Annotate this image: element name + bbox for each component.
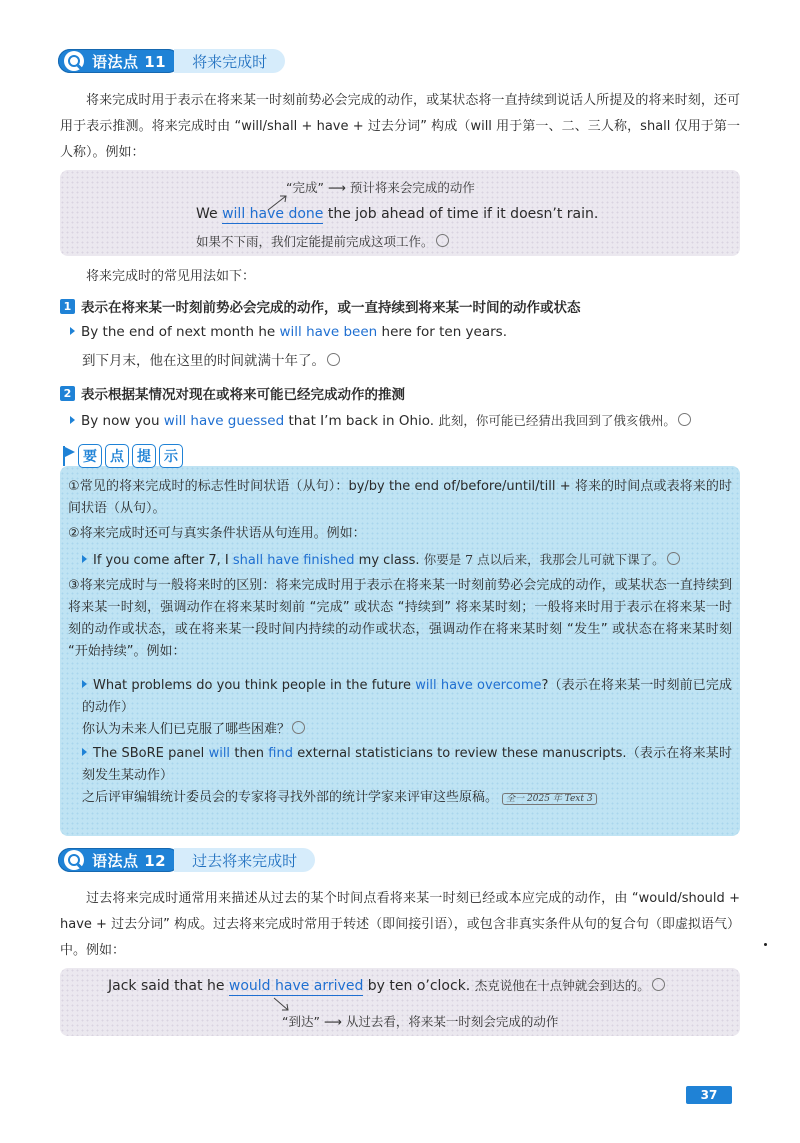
usage-item-2-head: 2 表示根据某情况对现在或将来可能已经完成动作的推测 bbox=[60, 383, 405, 403]
usage-item-1-example: By the end of next month he will have been here for ten years. bbox=[70, 324, 507, 340]
section-11-topic: 将来完成时 bbox=[174, 49, 285, 73]
stray-dot bbox=[764, 943, 767, 946]
number-badge: 1 bbox=[60, 299, 75, 314]
tips-char: 提 bbox=[132, 444, 156, 468]
usage-item-2-example: By now you will have guessed that I’m back in Ohio. 此刻，你可能已经猜出我回到了俄亥俄州。 bbox=[70, 411, 691, 429]
bullet-triangle-icon bbox=[82, 555, 87, 563]
highlighted-verb: would have arrived bbox=[228, 978, 364, 994]
audio-stamp-icon bbox=[678, 413, 691, 426]
audio-stamp-icon bbox=[327, 353, 340, 366]
tip-1: ①常见的将来完成时的标志性时间状语（从句）：by/by the end of/before/until/till + 将来的时间点或表将来的时间状语（从句）。 bbox=[68, 479, 732, 516]
audio-stamp-icon bbox=[667, 552, 680, 565]
example-sentence: Jack said that he would have arrived by ten o’clock. 杰克说他在十点钟就会到达的。 bbox=[108, 976, 665, 994]
bullet-triangle-icon bbox=[70, 416, 75, 424]
bullet-triangle-icon bbox=[70, 327, 75, 335]
usage-item-1-translation: 到下月末，他在这里的时间就满十年了。 bbox=[82, 349, 340, 369]
audio-stamp-icon bbox=[436, 234, 449, 247]
bullet-triangle-icon bbox=[82, 748, 87, 756]
magnifier-icon bbox=[64, 51, 84, 71]
tip-2-example: If you come after 7, I shall have finished my class. 你要是 7 点以后来，我那会儿可就下课了。 bbox=[82, 549, 732, 572]
tip-3-example-a-translation: 你认为未来人们已克服了哪些困难？ bbox=[82, 719, 732, 741]
tips-char: 点 bbox=[105, 444, 129, 468]
section-12-example-box bbox=[60, 968, 740, 1036]
tips-header bbox=[62, 444, 186, 468]
audio-stamp-icon bbox=[652, 978, 665, 991]
section-12-topic: 过去将来完成时 bbox=[174, 848, 315, 872]
section-11-header bbox=[58, 48, 285, 74]
source-tag: 全一 2025 年 Text 3 bbox=[502, 793, 596, 805]
section-11-example-box bbox=[60, 170, 740, 256]
section-12-pill bbox=[58, 848, 180, 872]
usage-item-1-head: 1 表示在将来某一时刻前势必会完成的动作，或一直持续到将来某一时间的动作或状态 bbox=[60, 296, 581, 316]
example-sentence: We will have done the job ahead of time if it doesn’t rain. bbox=[196, 206, 599, 222]
magnifier-icon bbox=[64, 850, 84, 870]
example-note: “完成” ⟶ 预计将来会完成的动作 bbox=[286, 180, 475, 195]
audio-stamp-icon bbox=[292, 721, 305, 734]
tips-char: 示 bbox=[159, 444, 183, 468]
page-number: 37 bbox=[686, 1086, 732, 1104]
example-translation: 如果不下雨，我们定能提前完成这项工作。 bbox=[196, 232, 449, 250]
flag-icon bbox=[62, 446, 74, 466]
section-11-pill bbox=[58, 49, 180, 73]
section-11-intro: 将来完成时用于表示在将来某一时刻前势必会完成的动作，或某状态将一直持续到说话人所提及的将来时刻，还可用于表示推测。将来完成时由 “will/shall + have + 过去分词” 构成（will 用于第一、二、三人称，shall 仅用于第一人称）。例如： bbox=[60, 93, 740, 160]
section-12-header bbox=[58, 847, 315, 873]
bullet-triangle-icon bbox=[82, 680, 87, 688]
tip-3-example-a: What problems do you think people in the future will have overcome?（表示在将来某一时刻前已完成的动作） bbox=[82, 678, 732, 715]
tips-char: 要 bbox=[78, 444, 102, 468]
tip-3-example-b-translation: 之后评审编辑统计委员会的专家将寻找外部的统计学家来评审这些原稿。 全一 2025 年 Text 3 bbox=[82, 787, 732, 810]
section-11-label: 语法点 11 bbox=[92, 52, 167, 71]
section-12-intro: 过去将来完成时通常用来描述从过去的某个时间点看将来某一时刻已经或本应完成的动作，由 “would/should + have + 过去分词” 构成。过去将来完成时常用于转述（即间接引语），或包含非真实条件从句的复合句（即虚拟语气）中。例如： bbox=[60, 891, 740, 958]
tip-3-example-b: The SBoRE panel will then find external statisticians to review these manuscripts.（表示在将来某时刻发生某动作） bbox=[82, 746, 732, 783]
example-note: “到达” ⟶ 从过去看，将来某一时刻会完成的动作 bbox=[282, 1014, 559, 1029]
tip-3: ③将来完成时与一般将来时的区别：将来完成时用于表示在将来某一时刻前势必会完成的动作，或某状态一直持续到将来某一时刻，强调动作在将来某时刻前 “完成” 或状态 “持续到” 将来某时刻；一般将来时用于表示在将来某一时刻的动作或状态，或在将来某一段时间内持续的动作或状态，强调动作在将来某时刻 “发生” 或状态在将来某时刻 “开始持续”。例如： bbox=[68, 578, 732, 659]
tip-2: ②将来完成时还可与真实条件状语从句连用。例如： bbox=[68, 526, 366, 541]
section-12-label: 语法点 12 bbox=[92, 851, 167, 870]
highlighted-verb: will have done bbox=[222, 206, 324, 222]
usage-lead: 将来完成时的常见用法如下： bbox=[86, 269, 256, 284]
tips-box bbox=[60, 466, 740, 836]
number-badge: 2 bbox=[60, 386, 75, 401]
